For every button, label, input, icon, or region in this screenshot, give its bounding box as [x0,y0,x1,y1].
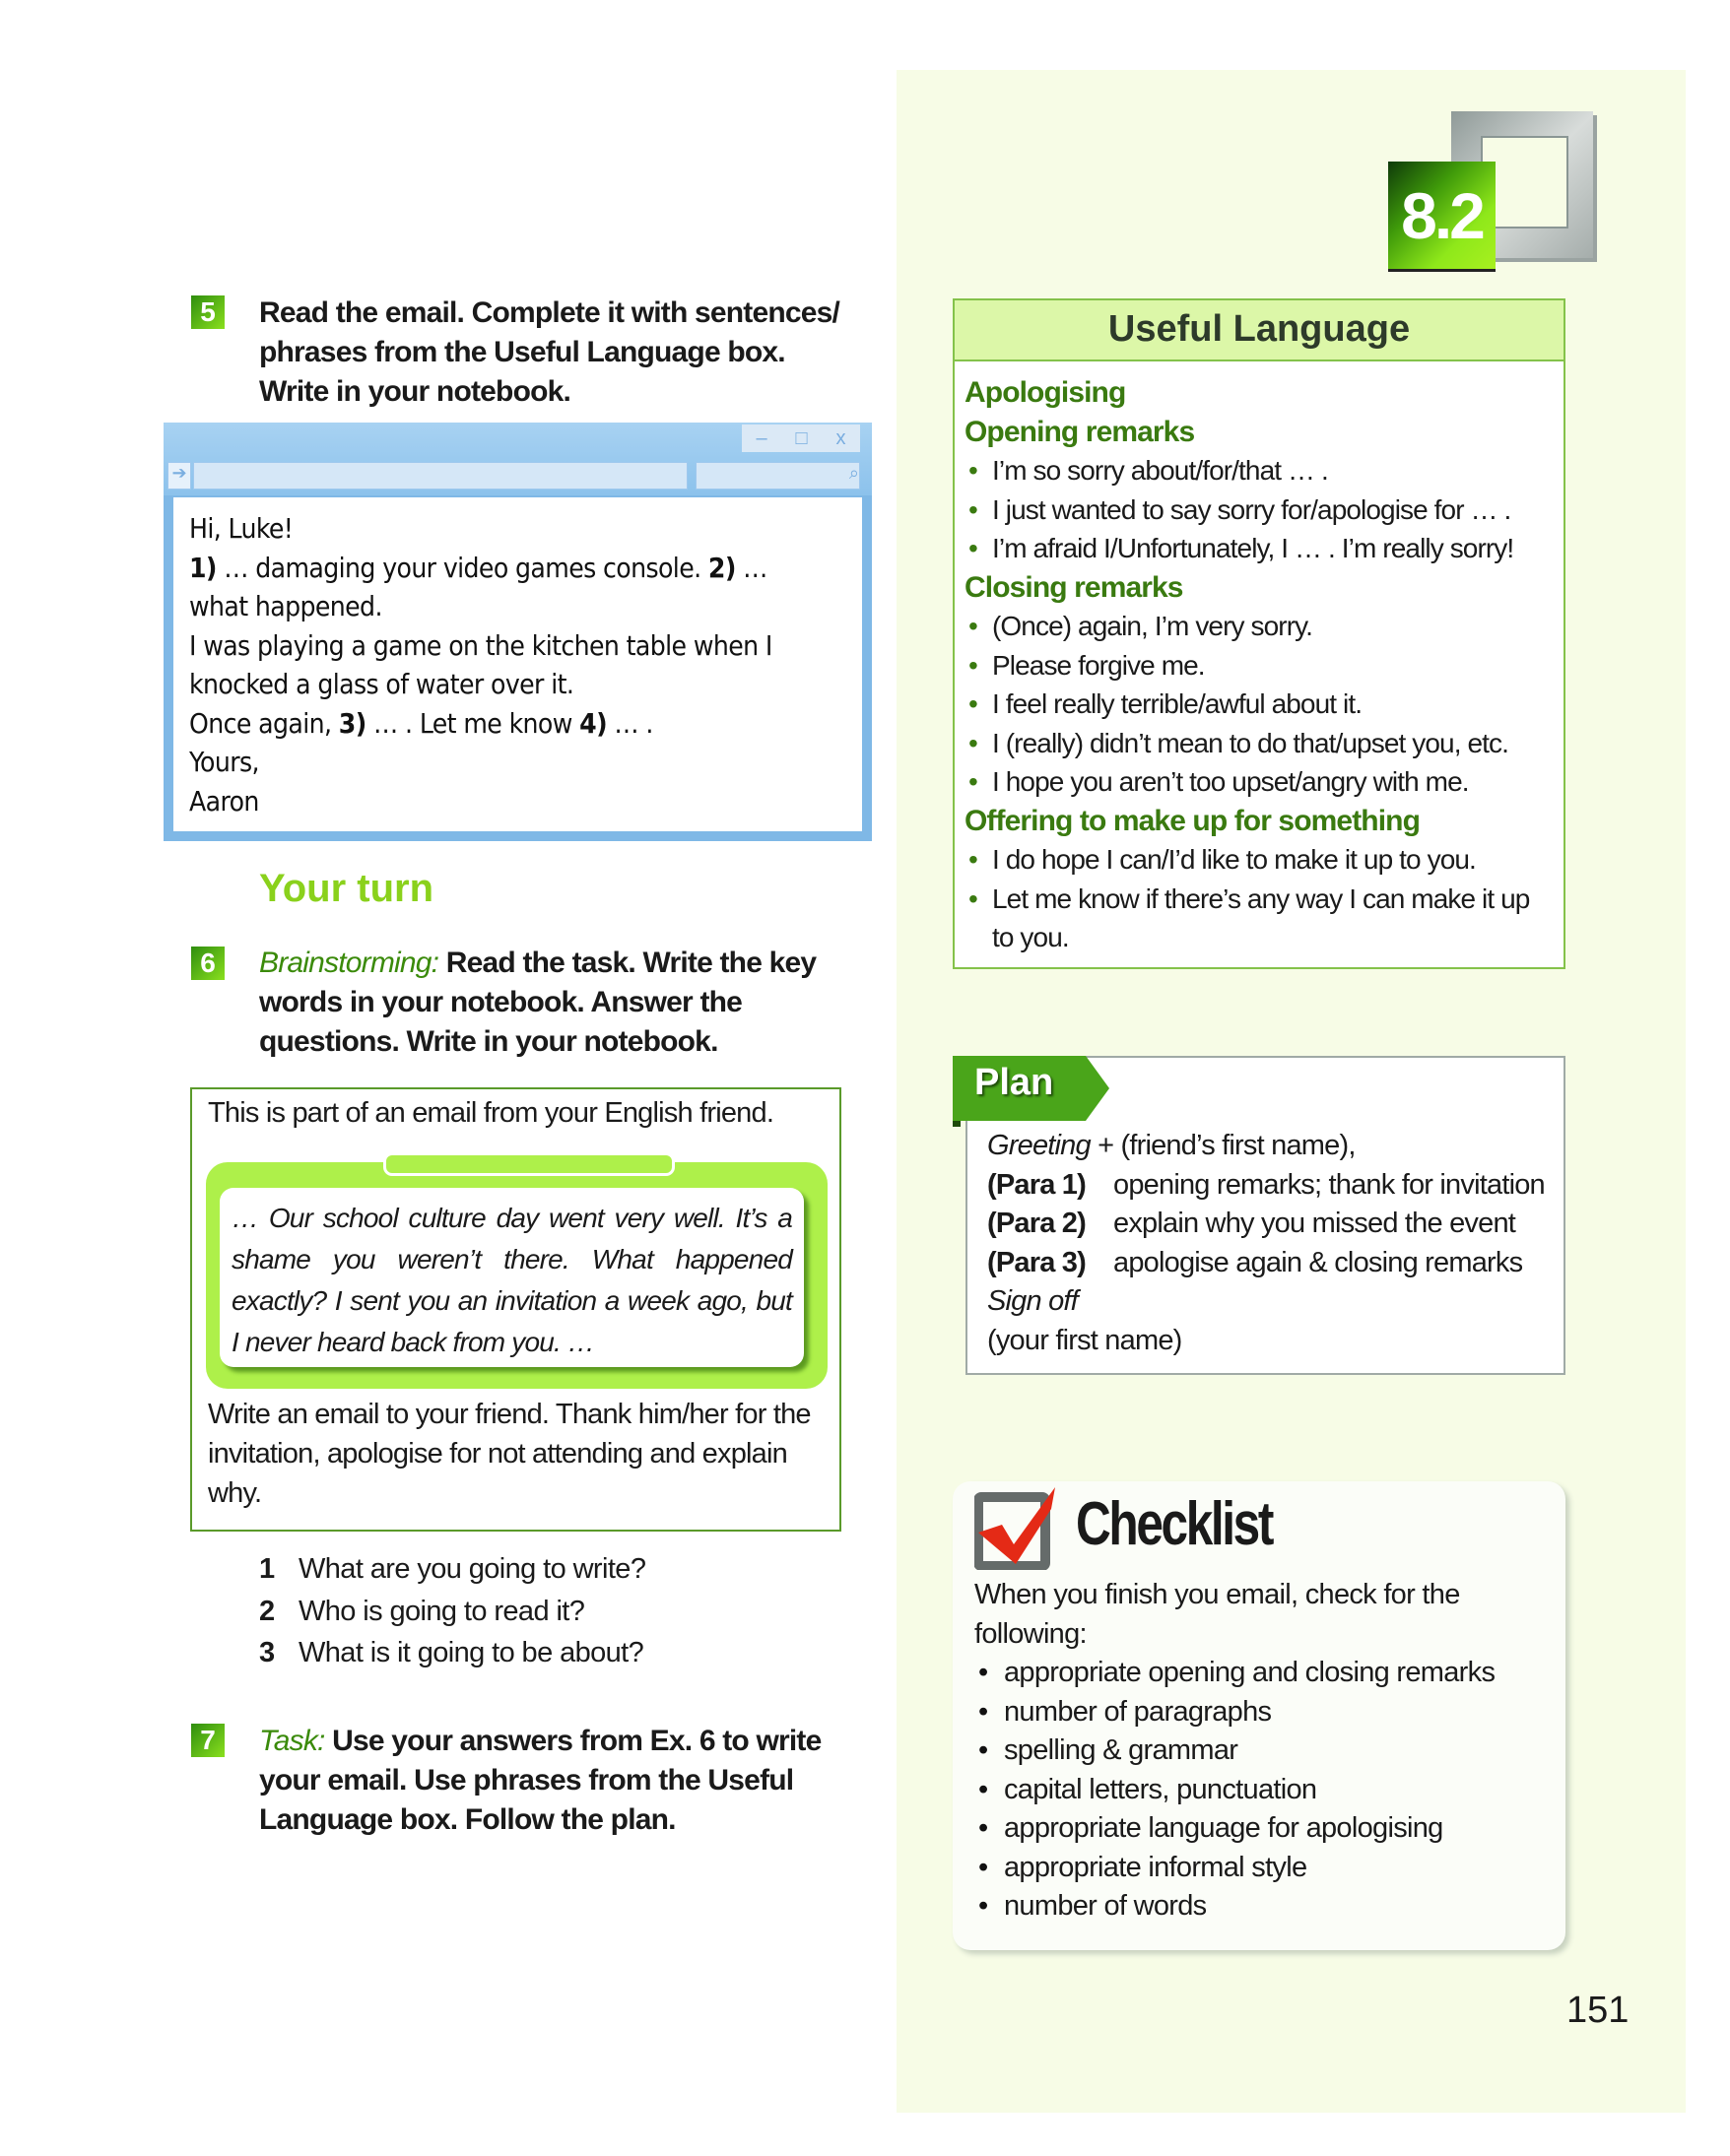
minimize-icon[interactable]: – [756,426,767,449]
closing-remarks-heading: Closing remarks [965,570,1183,604]
list-item: • I do hope I can/I’d like to make it up to you. [965,840,1554,880]
question-item: 2 Who is going to read it? [259,1595,585,1627]
list-item: • I (really) didn’t mean to do that/upset you, etc. [965,724,1554,763]
email-text: … damaging your video games console. [216,551,708,584]
plan-title: Plan [974,1062,1054,1103]
question-item: 1 What are you going to write? [259,1553,646,1585]
email-text: … . [606,706,653,740]
go-arrow-icon[interactable]: ➔ [167,462,191,490]
exercise-6-text: Read the task. Write the key words in your notebook. Answer the questions. Write in your notebook. [259,947,817,1058]
plan-sign-off: Sign off [987,1285,1078,1317]
opening-remarks-heading: Opening remarks [965,415,1195,448]
question-item: 3 What is it going to be about? [259,1637,644,1668]
exercise-7-label: Task: [259,1725,325,1757]
list-item: • I’m afraid I/Unfortunately, I … . I’m really sorry! [965,529,1554,568]
email-line [189,704,846,744]
checklist-item: • capital letters, punctuation [974,1771,1495,1810]
email-text: … . Let me know [366,706,580,740]
list-item: • Let me know if there’s any way I can make it up to you. [965,880,1554,957]
useful-language-title: Useful Language [955,300,1564,361]
checklist-item: • number of paragraphs [974,1693,1495,1732]
email-line [189,549,846,588]
checkmark-icon [974,1485,1061,1570]
email-text: Hi, Luke! [189,512,294,545]
useful-language-box [953,298,1565,969]
search-bar[interactable]: ⌕ [696,462,860,490]
email-text: I was playing a game on the kitchen table when I [189,628,772,662]
email-text: what happened. [189,590,382,622]
email-line [189,743,846,782]
exercise-6-number: 6 [191,947,225,980]
email-text: Once again, [189,706,339,740]
email-text: … [735,551,767,584]
email-line [189,782,846,821]
email-window [164,423,872,841]
plan-para: (Para 3) apologise again & closing remarks [987,1246,1523,1278]
checklist-item: • number of words [974,1887,1495,1927]
checklist-intro: When you finish you email, check for the following: [974,1579,1460,1650]
email-window-titlebar [164,423,872,495]
list-item: • I just wanted to say sorry for/apologise for … . [965,490,1554,530]
maximize-icon[interactable]: □ [795,426,808,449]
question-list [259,1548,645,1674]
email-text: knocked a glass of water over it. [189,668,574,700]
plan-para: (Para 2) explain why you missed the event [987,1208,1516,1239]
offering-heading: Offering to make up for something [965,804,1420,837]
your-turn-heading: Your turn [259,867,434,910]
checklist-title: Checklist [1076,1490,1272,1558]
quote-frame [206,1162,828,1389]
gap-number: 4) [579,706,607,740]
email-text: Yours, [189,746,259,778]
gap-number: 2) [707,551,736,584]
list-item: • (Once) again, I’m very sorry. [965,607,1554,646]
checklist-item: • appropriate language for apologising [974,1809,1495,1849]
plan-tag [953,1056,1109,1121]
exercise-7-instruction [259,1722,850,1840]
email-line [189,665,846,704]
checklist-item: • appropriate opening and closing remarks [974,1654,1495,1693]
exercise-7-text: Use your answers from Ex. 6 to write your email. Use phrases from the Useful Language box. Follow the plan. [259,1725,822,1836]
exercise-5-instruction: Read the email. Complete it with sentences/ phrases from the Useful Language box. Write in your notebook. [259,296,840,408]
email-text: Aaron [189,784,259,817]
apologising-heading: Apologising [965,376,1126,409]
address-bar[interactable] [193,462,688,490]
window-controls [742,425,860,452]
email-body [173,497,862,831]
checklist-item: • spelling & grammar [974,1731,1495,1771]
gap-number: 3) [338,706,366,740]
exercise-6-label: Brainstorming: [259,947,439,979]
unit-badge: 8.2 [1388,162,1496,272]
email-line [189,626,846,666]
list-item: • I feel really terrible/awful about it. [965,685,1554,724]
exercise-7-number: 7 [191,1724,225,1757]
task-box [190,1087,841,1532]
plan-para: (Para 1) opening remarks; thank for invitation [987,1168,1545,1201]
list-item: • I hope you aren’t too upset/angry with me. [965,762,1554,802]
task-intro: This is part of an email from your English friend. [208,1097,774,1129]
close-icon[interactable]: x [835,426,846,449]
list-item: • I’m so sorry about/for/that … . [965,451,1554,490]
email-line [189,509,846,549]
checklist-item: • appropriate informal style [974,1849,1495,1888]
plan-name: (your first name) [987,1324,1182,1356]
exercise-6-instruction [259,944,831,1062]
exercise-5-number: 5 [191,295,225,329]
list-item: • Please forgive me. [965,646,1554,686]
page-number: 151 [1566,1990,1630,2031]
friend-email-quote: … Our school culture day went very well. It’s a shame you weren’t there. What happened exactly? I sent you an invitation a week ago, but I never heard back from you. … [220,1188,804,1367]
email-line [189,587,846,626]
plan-greeting: Greeting + (friend’s first name), [987,1130,1356,1161]
task-description: Write an email to your friend. Thank him/her for the invitation, apologise for not attending and explain why. [208,1399,811,1509]
checklist-box [953,1481,1565,1950]
gap-number: 1) [189,551,217,584]
